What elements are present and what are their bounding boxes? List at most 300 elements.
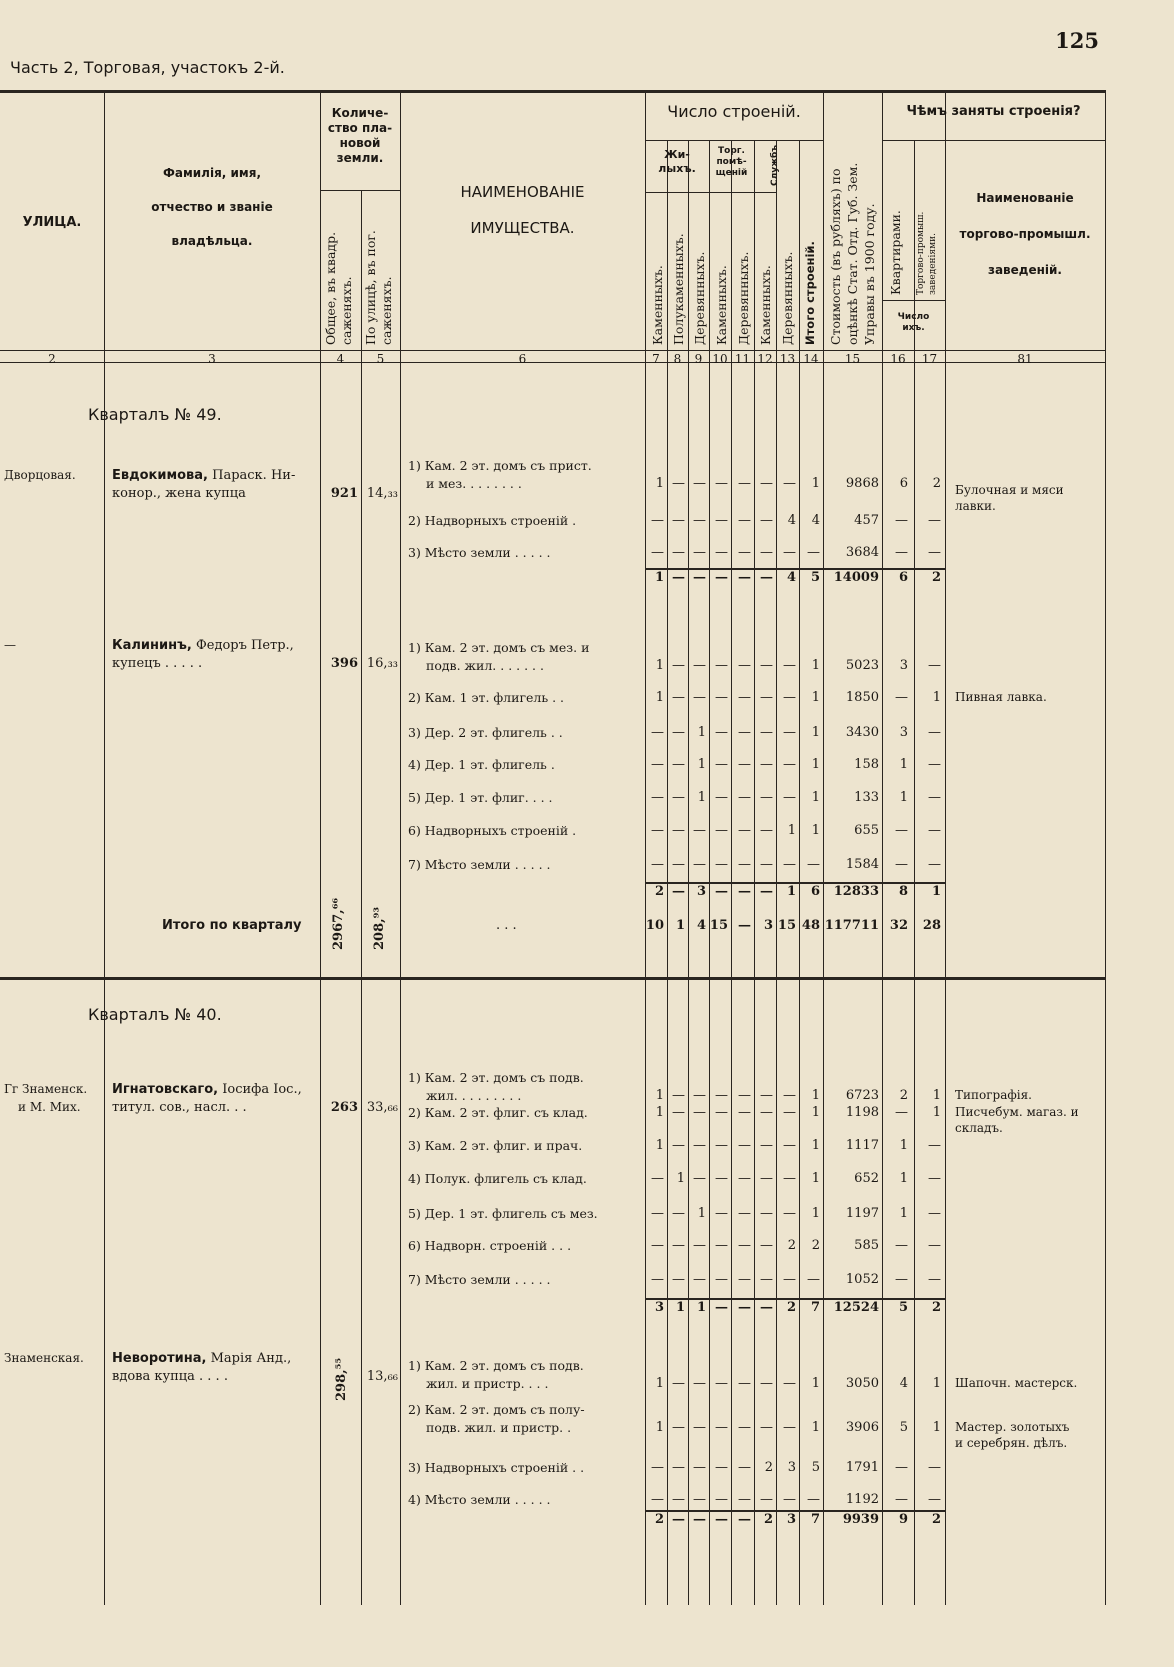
building-count: 1 [811,1206,820,1221]
trade-establishment: складъ. [955,1121,1003,1135]
establishments-count: — [928,725,941,740]
building-count: — [738,1420,751,1435]
building-count: — [715,1376,728,1391]
owner-street: и М. Мих. [18,1100,81,1114]
building-count: — [760,1492,773,1507]
owner-area: 263 [330,1100,358,1115]
trade-establishment: лавки. [955,499,996,513]
building-count: — [672,1238,685,1253]
building-count: — [693,570,706,585]
building-count: — [715,725,728,740]
building-count: — [715,690,728,705]
owner-given-name: Федоръ Петр., [195,638,294,653]
building-count: — [693,857,706,872]
property-value: 1197 [845,1206,879,1221]
property-value: 3430 [845,725,879,740]
building-count: — [693,1105,706,1120]
property-name-cont: жил. . . . . . . . . [426,1088,522,1103]
building-count: — [715,1171,728,1186]
building-count: — [651,1272,664,1287]
apartments-count: 1 [899,1138,908,1153]
column-number: 4 [336,352,345,366]
apartments-count: 5 [898,1300,908,1315]
column-number: 16 [890,352,906,366]
apartments-count: 6 [899,476,908,491]
building-count: — [783,1088,796,1103]
property-value: 1791 [845,1460,879,1475]
building-count: — [738,1171,751,1186]
establishments-count: — [928,857,941,872]
building-count: — [760,476,773,491]
building-count: — [693,1376,706,1391]
building-count: 1 [697,1206,706,1221]
owner-street: Гг Знаменск. [4,1082,88,1096]
trade-establishment: Пивная лавка. [955,690,1047,704]
building-count: — [783,1492,796,1507]
building-count: — [715,857,728,872]
building-count: — [693,1171,706,1186]
building-count: — [738,545,751,560]
establishments-count: 2 [932,476,941,491]
property-name: 1) Кам. 2 эт. домъ съ мез. и [408,640,590,655]
property-value: 1117 [845,1138,879,1153]
building-count: — [738,1492,751,1507]
building-count: — [715,476,728,491]
building-count: 1 [811,1376,820,1391]
building-count: — [672,1492,685,1507]
building-count: 1 [811,690,820,705]
building-count: — [738,1088,751,1103]
building-count: 3 [787,1460,796,1475]
building-count: 1 [811,725,820,740]
property-name: 3) Надворныхъ строеній . . [408,1460,585,1475]
apartments-count: 1 [899,790,908,805]
page-number: 125 [1055,28,1099,53]
building-count: — [760,1171,773,1186]
building-count: — [738,1138,751,1153]
property-name: 6) Надворныхъ строеній . [408,823,577,838]
header-col-total: Итого строеній. [803,241,817,345]
building-count: — [651,513,664,528]
property-name-cont: подв. жил. и пристр. . [426,1420,572,1435]
trade-establishment: Шапочн. мастерск. [955,1376,1078,1390]
building-count: 1 [655,658,664,673]
building-count: — [693,1460,706,1475]
building-count: 2 [764,1460,773,1475]
header-land: Количе- ство пла- новой земли. [327,106,393,165]
building-count: — [651,1171,664,1186]
trade-establishment: Мастер. золотыхъ [955,1420,1070,1434]
building-count: 1 [811,790,820,805]
building-count: — [760,1238,773,1253]
property-value: 133 [854,790,879,805]
building-count: — [715,1492,728,1507]
trade-establishment: Булочная и мяси [955,483,1064,497]
apartments-count: 3 [899,725,908,740]
building-count: 1 [697,757,706,772]
property-name: 5) Дер. 1 эт. флигель съ мез. [408,1206,598,1221]
property-name-cont: и мез. . . . . . . . [426,476,522,491]
building-count: — [807,1492,820,1507]
apartments-count: 9 [898,1512,908,1527]
building-count: — [760,1206,773,1221]
header-property: НАИМЕНОВАНІЕ ИМУЩЕСТВА. [460,183,585,237]
owner-surname: Калининъ, [112,638,192,653]
column-number: 8 [673,352,682,366]
building-count: 1 [697,790,706,805]
building-count: 4 [811,513,820,528]
apartments-count: — [895,513,908,528]
building-count: — [715,823,728,838]
building-count: — [738,1300,751,1315]
owner-street: — [4,638,16,652]
building-count: 5 [811,1460,820,1475]
building-count: 3 [654,1300,664,1315]
building-count: 1 [696,1300,706,1315]
apartments-count: 2 [899,1088,908,1103]
building-count: — [715,1420,728,1435]
building-count: — [651,545,664,560]
building-count: — [715,545,728,560]
column-number: 3 [208,352,216,366]
building-count: — [760,757,773,772]
building-count: — [672,725,685,740]
establishments-count: 1 [932,690,941,705]
building-count: 1 [811,1171,820,1186]
building-count: 3 [696,884,706,899]
building-count: — [760,884,773,899]
quarter-total-count: 10 [645,918,664,933]
property-value: 14009 [833,570,879,585]
building-count: 2 [811,1238,820,1253]
property-name: 2) Кам. 1 эт. флигель . . [408,690,565,705]
quarter-total-count: 4 [696,918,706,933]
column-number: 5 [376,352,385,366]
apartments-count: 1 [899,1171,908,1186]
building-count: — [760,1088,773,1103]
property-name: 3) Дер. 2 эт. флигель . . [408,725,563,740]
establishments-count: 1 [932,1420,941,1435]
property-name: 3) Мѣсто земли . . . . . [408,545,551,560]
building-count: — [715,658,728,673]
building-count: — [672,1376,685,1391]
building-count: 1 [675,1300,685,1315]
building-count: 1 [811,757,820,772]
building-count: — [760,1272,773,1287]
building-count: — [760,725,773,740]
quarter-total-count: 3 [763,918,773,933]
building-count: — [651,725,664,740]
property-value: 3906 [845,1420,879,1435]
establishments-count: 2 [931,570,941,585]
building-count: — [760,1300,773,1315]
owner-frontage: 13,₆₆ [366,1369,398,1384]
owner-given-name: Параск. Ни- [212,468,296,483]
building-count: — [672,658,685,673]
building-count: — [651,757,664,772]
establishments-count: 1 [932,1088,941,1103]
building-count: — [738,725,751,740]
property-name: 2) Надворныхъ строеній . [408,513,577,528]
column-number: 14 [803,352,819,366]
property-name: 2) Кам. 2 эт. домъ съ полу- [408,1402,585,1417]
owner-name [112,1082,302,1097]
column-number: 81 [1017,352,1033,366]
property-name: 1) Кам. 2 эт. домъ съ прист. [408,458,592,473]
building-count: — [693,1492,706,1507]
building-count: — [738,690,751,705]
building-count: 1 [787,823,796,838]
building-count: — [738,476,751,491]
building-count: — [651,1460,664,1475]
building-count: — [715,1105,728,1120]
establishments-count: — [928,757,941,772]
building-count: — [672,1105,685,1120]
building-count: — [783,1420,796,1435]
building-count: — [672,545,685,560]
apartments-count: — [895,1272,908,1287]
property-value: 585 [854,1238,879,1253]
building-count: — [783,1105,796,1120]
owner-title: титул. сов., насл. . . [112,1100,247,1115]
building-count: 5 [810,570,820,585]
building-count: 1 [811,823,820,838]
building-count: — [738,658,751,673]
building-count: — [783,545,796,560]
quarter-total-dots: . . . [496,918,517,933]
section-title: Часть 2, Торговая, участокъ 2-й. [10,58,285,77]
establishments-count: 1 [931,884,941,899]
header-trade: Торг. помѣ- щеній [715,146,748,178]
property-name-cont: жил. и пристр. . . . [426,1376,549,1391]
building-count: — [672,1420,685,1435]
column-number: 10 [712,352,728,366]
building-count: 2 [786,1300,796,1315]
building-count: 1 [811,1420,820,1435]
building-count: — [783,725,796,740]
building-count: — [715,570,728,585]
quarter-total-establishments: 28 [922,918,941,933]
building-count: — [651,1492,664,1507]
building-count: — [760,690,773,705]
building-count: — [651,823,664,838]
building-count: — [715,1238,728,1253]
building-count: 4 [786,570,796,585]
column-number: 15 [844,352,861,366]
building-count: — [693,513,706,528]
building-count: — [672,884,685,899]
establishments-count: — [928,1492,941,1507]
trade-establishment: Писчебум. магаз. и [955,1105,1079,1119]
building-count: — [783,757,796,772]
owner-area: 298,⁵⁵ [334,1357,349,1401]
building-count: 1 [811,1105,820,1120]
building-count: — [738,823,751,838]
header-trade-name: Наименованіе торгово-промышл. заведеній. [959,191,1091,277]
building-count: — [738,1238,751,1253]
building-count: 1 [655,1138,664,1153]
trade-establishment: Типографія. [955,1088,1032,1102]
header-col-stone-trade: Каменныхъ. [714,265,729,345]
property-value: 12524 [833,1300,879,1315]
owner-frontage: 16,₃₃ [366,656,398,671]
building-count: — [672,1460,685,1475]
property-value: 12833 [833,884,879,899]
building-count: — [651,1238,664,1253]
building-count: 1 [676,1171,685,1186]
establishments-count: 1 [932,1105,941,1120]
building-count: — [672,823,685,838]
owner-name [112,1351,291,1366]
building-count: — [715,1088,728,1103]
building-count: — [783,857,796,872]
building-count: — [672,570,685,585]
building-count: — [760,1420,773,1435]
building-count: 4 [787,513,796,528]
building-count: — [672,1512,685,1527]
building-count: 1 [655,1420,664,1435]
column-number: 17 [921,352,938,366]
property-name: 5) Дер. 1 эт. флиг. . . . [408,790,553,805]
building-count: 1 [786,884,796,899]
owner-name [112,638,294,653]
apartments-count: — [895,1460,908,1475]
property-value: 158 [854,757,879,772]
building-count: 1 [655,1088,664,1103]
property-value: 6723 [845,1088,879,1103]
building-count: — [760,1105,773,1120]
property-value: 9868 [845,476,879,491]
owner-area: 396 [330,656,358,671]
building-count: — [738,884,751,899]
building-count: — [760,570,773,585]
building-count: 1 [654,570,664,585]
property-name: 2) Кам. 2 эт. флиг. съ клад. [408,1105,588,1120]
apartments-count: 1 [899,1206,908,1221]
establishments-count: 2 [931,1300,941,1315]
establishments-count: — [928,1272,941,1287]
establishments-count: — [928,823,941,838]
building-count: 1 [811,658,820,673]
owner-area: 921 [330,486,358,501]
property-value: 1192 [845,1492,879,1507]
property-name: 4) Дер. 1 эт. флигель . [408,757,555,772]
header-living: Жи- лыхъ. [658,148,696,175]
building-count: — [738,570,751,585]
property-value: 3050 [845,1376,879,1391]
building-count: — [715,790,728,805]
apartments-count: 4 [899,1376,908,1391]
establishments-count: — [928,790,941,805]
quarter-total-area: 2967,⁶⁶ [331,897,346,950]
column-number: 9 [694,352,703,366]
building-count: — [672,1088,685,1103]
column-number: 11 [734,352,751,366]
owner-surname: Неворотина, [112,1351,207,1366]
header-buildings: Число строеній. [667,102,801,121]
column-number: 6 [518,352,527,366]
building-count: — [693,1272,706,1287]
apartments-count: — [895,823,908,838]
building-count: — [760,1376,773,1391]
building-count: 6 [810,884,820,899]
trade-establishment: и серебрян. дѣлъ. [955,1436,1068,1450]
building-count: — [672,1272,685,1287]
building-count: — [715,1300,728,1315]
building-count: — [693,1088,706,1103]
building-count: — [807,1272,820,1287]
apartments-count: 6 [898,570,908,585]
building-count: — [672,790,685,805]
establishments-count: — [928,545,941,560]
establishments-count: — [928,1238,941,1253]
building-count: — [672,757,685,772]
header-street: УЛИЦА. [22,215,82,230]
apartments-count: 8 [898,884,908,899]
property-name-cont: подв. жил. . . . . . . [426,658,544,673]
apartments-count: 1 [899,757,908,772]
building-count: — [651,1206,664,1221]
building-count: — [738,1512,751,1527]
building-count: — [760,1138,773,1153]
header-owner: Фамилія, имя, отчество и званіе владѣльца. [151,166,273,248]
column-number: 2 [48,352,56,366]
building-count: — [715,884,728,899]
building-count: — [715,1460,728,1475]
property-name: 6) Надворн. строеній . . . [408,1238,572,1253]
property-value: 655 [854,823,879,838]
establishments-count: — [928,513,941,528]
building-count: — [693,658,706,673]
property-name: 7) Мѣсто земли . . . . . [408,857,551,872]
header-col-stone-living: Каменныхъ. [650,265,665,345]
building-count: — [715,757,728,772]
building-count: 1 [655,1376,664,1391]
building-count: 1 [811,476,820,491]
building-count: — [783,690,796,705]
owner-frontage: 33,₆₆ [366,1100,398,1115]
building-count: 7 [810,1300,820,1315]
quarter-total-count: 1 [675,918,685,933]
apartments-count: — [895,690,908,705]
property-value: 1052 [845,1272,879,1287]
building-count: — [672,1206,685,1221]
apartments-count: 5 [899,1420,908,1435]
property-value: 1850 [845,690,879,705]
building-count: — [693,1512,706,1527]
building-count: — [760,790,773,805]
property-value: 457 [854,513,879,528]
property-name: 4) Полук. флигель съ клад. [408,1171,587,1186]
building-count: — [783,1376,796,1391]
building-count: 2 [763,1512,773,1527]
building-count: — [783,1138,796,1153]
building-count: — [783,1171,796,1186]
building-count: — [738,1105,751,1120]
quarter-total-count: 15 [777,918,796,933]
property-value: 1584 [845,857,879,872]
header-col-semistone-living: Полукаменныхъ. [671,233,686,345]
building-count: 3 [786,1512,796,1527]
header-apartments: Квартирами. [888,210,903,295]
building-count: — [738,857,751,872]
building-count: 1 [811,1138,820,1153]
building-count: — [760,823,773,838]
building-count: — [672,1138,685,1153]
building-count: — [760,513,773,528]
apartments-count: — [895,1238,908,1253]
building-count: — [715,513,728,528]
